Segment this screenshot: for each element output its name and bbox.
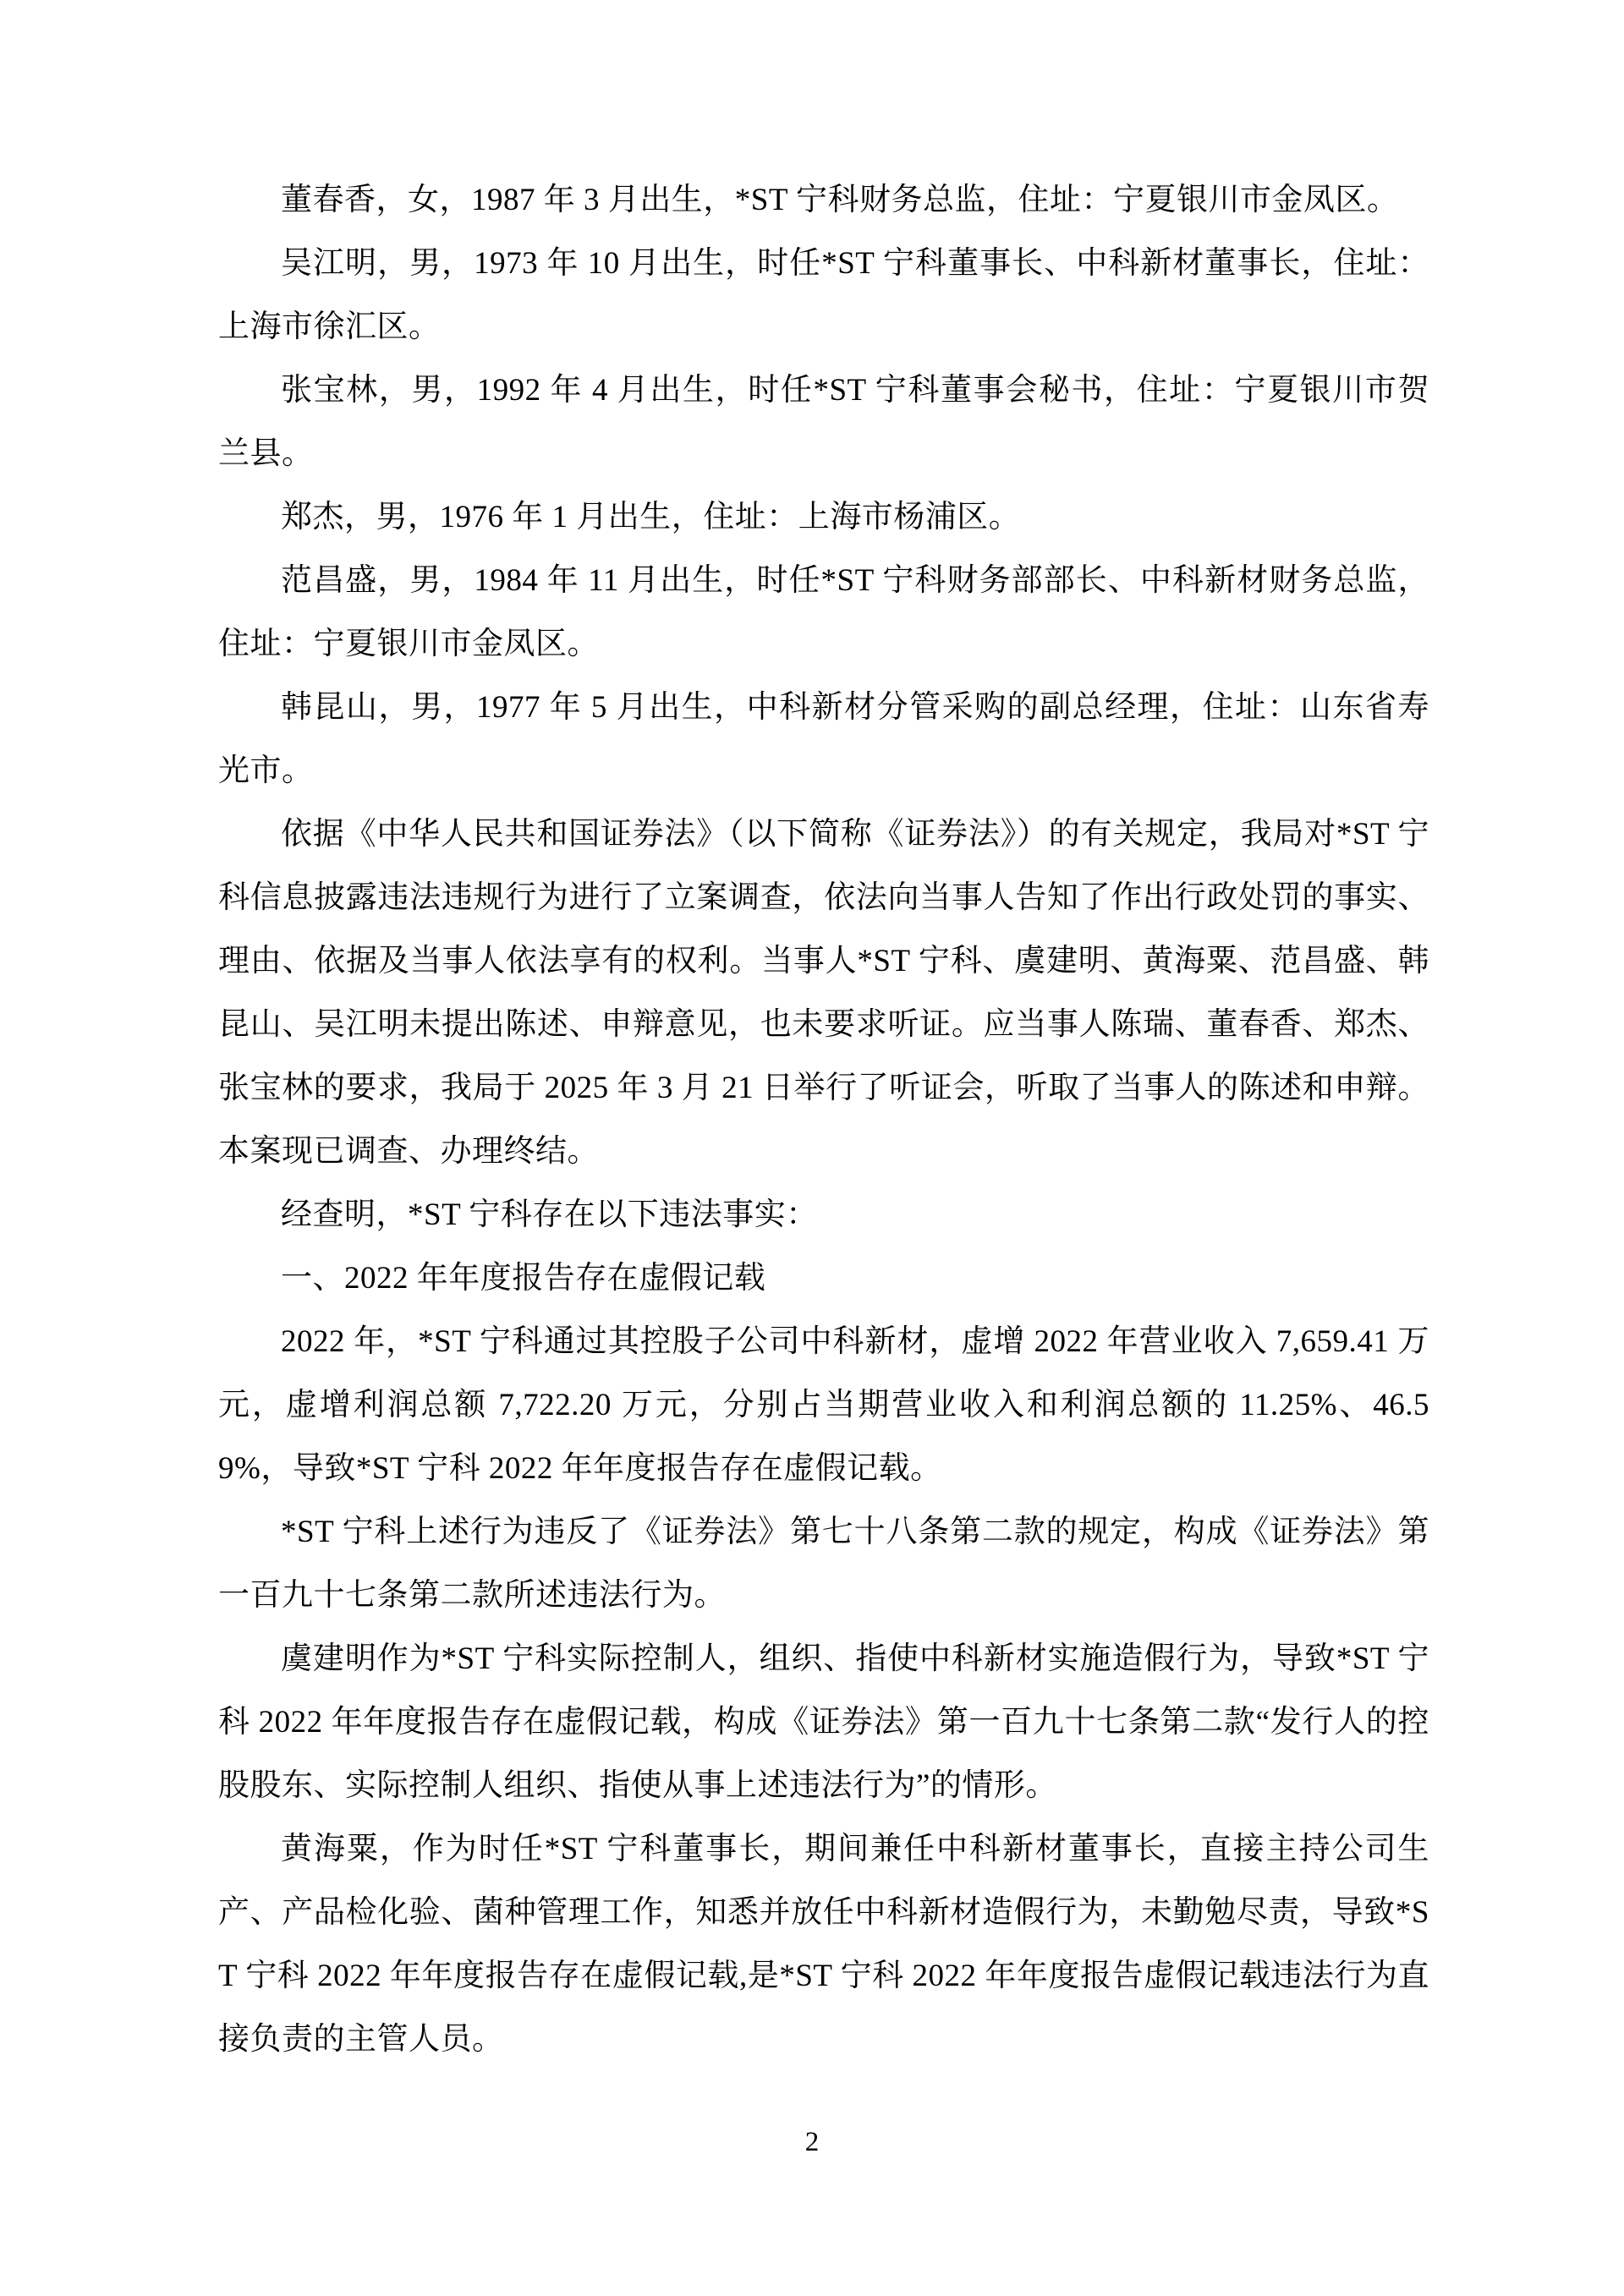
paragraph-person-wujiangming: 吴江明，男，1973 年 10 月出生，时任*ST 宁科董事长、中科新材董事长，住址：上海市徐汇区。 [218,246,1429,344]
paragraph-person-fanchangsheng: 范昌盛，男，1984 年 11 月出生，时任*ST 宁科财务部部长、中科新材财务总监，住址：宁夏银川市金凤区。 [218,563,1429,661]
paragraph-yujianming-liability: 虞建明作为*ST 宁科实际控制人，组织、指使中科新材实施造假行为，导致*ST 宁科 2022 年年度报告存在虚假记载，构成《证券法》第一百九十七条第二款“发行人的控股股东、实际控制人组织、指使从事上述违法行为”的情形。 [218,1641,1429,1803]
page-number: 2 [804,2127,820,2157]
paragraph-huanghaisu-liability: 黄海粟，作为时任*ST 宁科董事长，期间兼任中科新材董事长，直接主持公司生产、产品检化验、菌种管理工作，知悉并放任中科新材造假行为，未勤勉尽责，导致*ST 宁科 2022 年年度报告存在虚假记载,是*ST 宁科 2022 年年度报告虚假记载违法行为直接负责的主管人员。 [218,1832,1429,2057]
paragraph-investigation-procedure: 依据《中华人民共和国证券法》（以下简称《证券法》）的有关规定，我局对*ST 宁科信息披露违法违规行为进行了立案调查，依法向当事人告知了作出行政处罚的事实、理由、依据及当事人依法享有的权利。当事人*ST 宁科、虞建明、黄海粟、范昌盛、韩昆山、吴江明未提出陈述、申辩意见，也未要求听证。应当事人陈瑞、董春香、郑杰、张宝林的要求，我局于 2025 年 3 月 21 日举行了听证会，听取了当事人的陈述和申辩。本案现已调查、办理终结。 [218,817,1429,1169]
paragraph-inflated-figures: 2022 年，*ST 宁科通过其控股子公司中科新材，虚增 2022 年营业收入 7,659.41 万元，虚增利润总额 7,722.20 万元，分别占当期营业收入和利润总额的 11.25%、46.59%，导致*ST 宁科 2022 年年度报告存在虚假记载。 [218,1324,1429,1486]
document-body [218,168,1429,2071]
paragraph-person-dongchunxiang: 董春香，女，1987 年 3 月出生，*ST 宁科财务总监，住址：宁夏银川市金凤区。 [281,183,1399,217]
section-heading-annual-report-false-records: 一、2022 年年度报告存在虚假记载 [281,1261,766,1296]
paragraph-findings-intro: 经查明，*ST 宁科存在以下违法事实： [281,1197,818,1232]
paragraph-person-hankunshan: 韩昆山，男，1977 年 5 月出生，中科新材分管采购的副总经理，住址：山东省寿光市。 [218,690,1429,788]
paragraph-law-violation: *ST 宁科上述行为违反了《证券法》第七十八条第二款的规定，构成《证券法》第一百九十七条第二款所述违法行为。 [218,1515,1429,1613]
paragraph-person-zhengjie: 郑杰，男，1976 年 1 月出生，住址：上海市杨浦区。 [281,500,1021,534]
paragraph-person-zhangbaolin: 张宝林，男，1992 年 4 月出生，时任*ST 宁科董事会秘书，住址：宁夏银川市贺兰县。 [218,373,1429,471]
